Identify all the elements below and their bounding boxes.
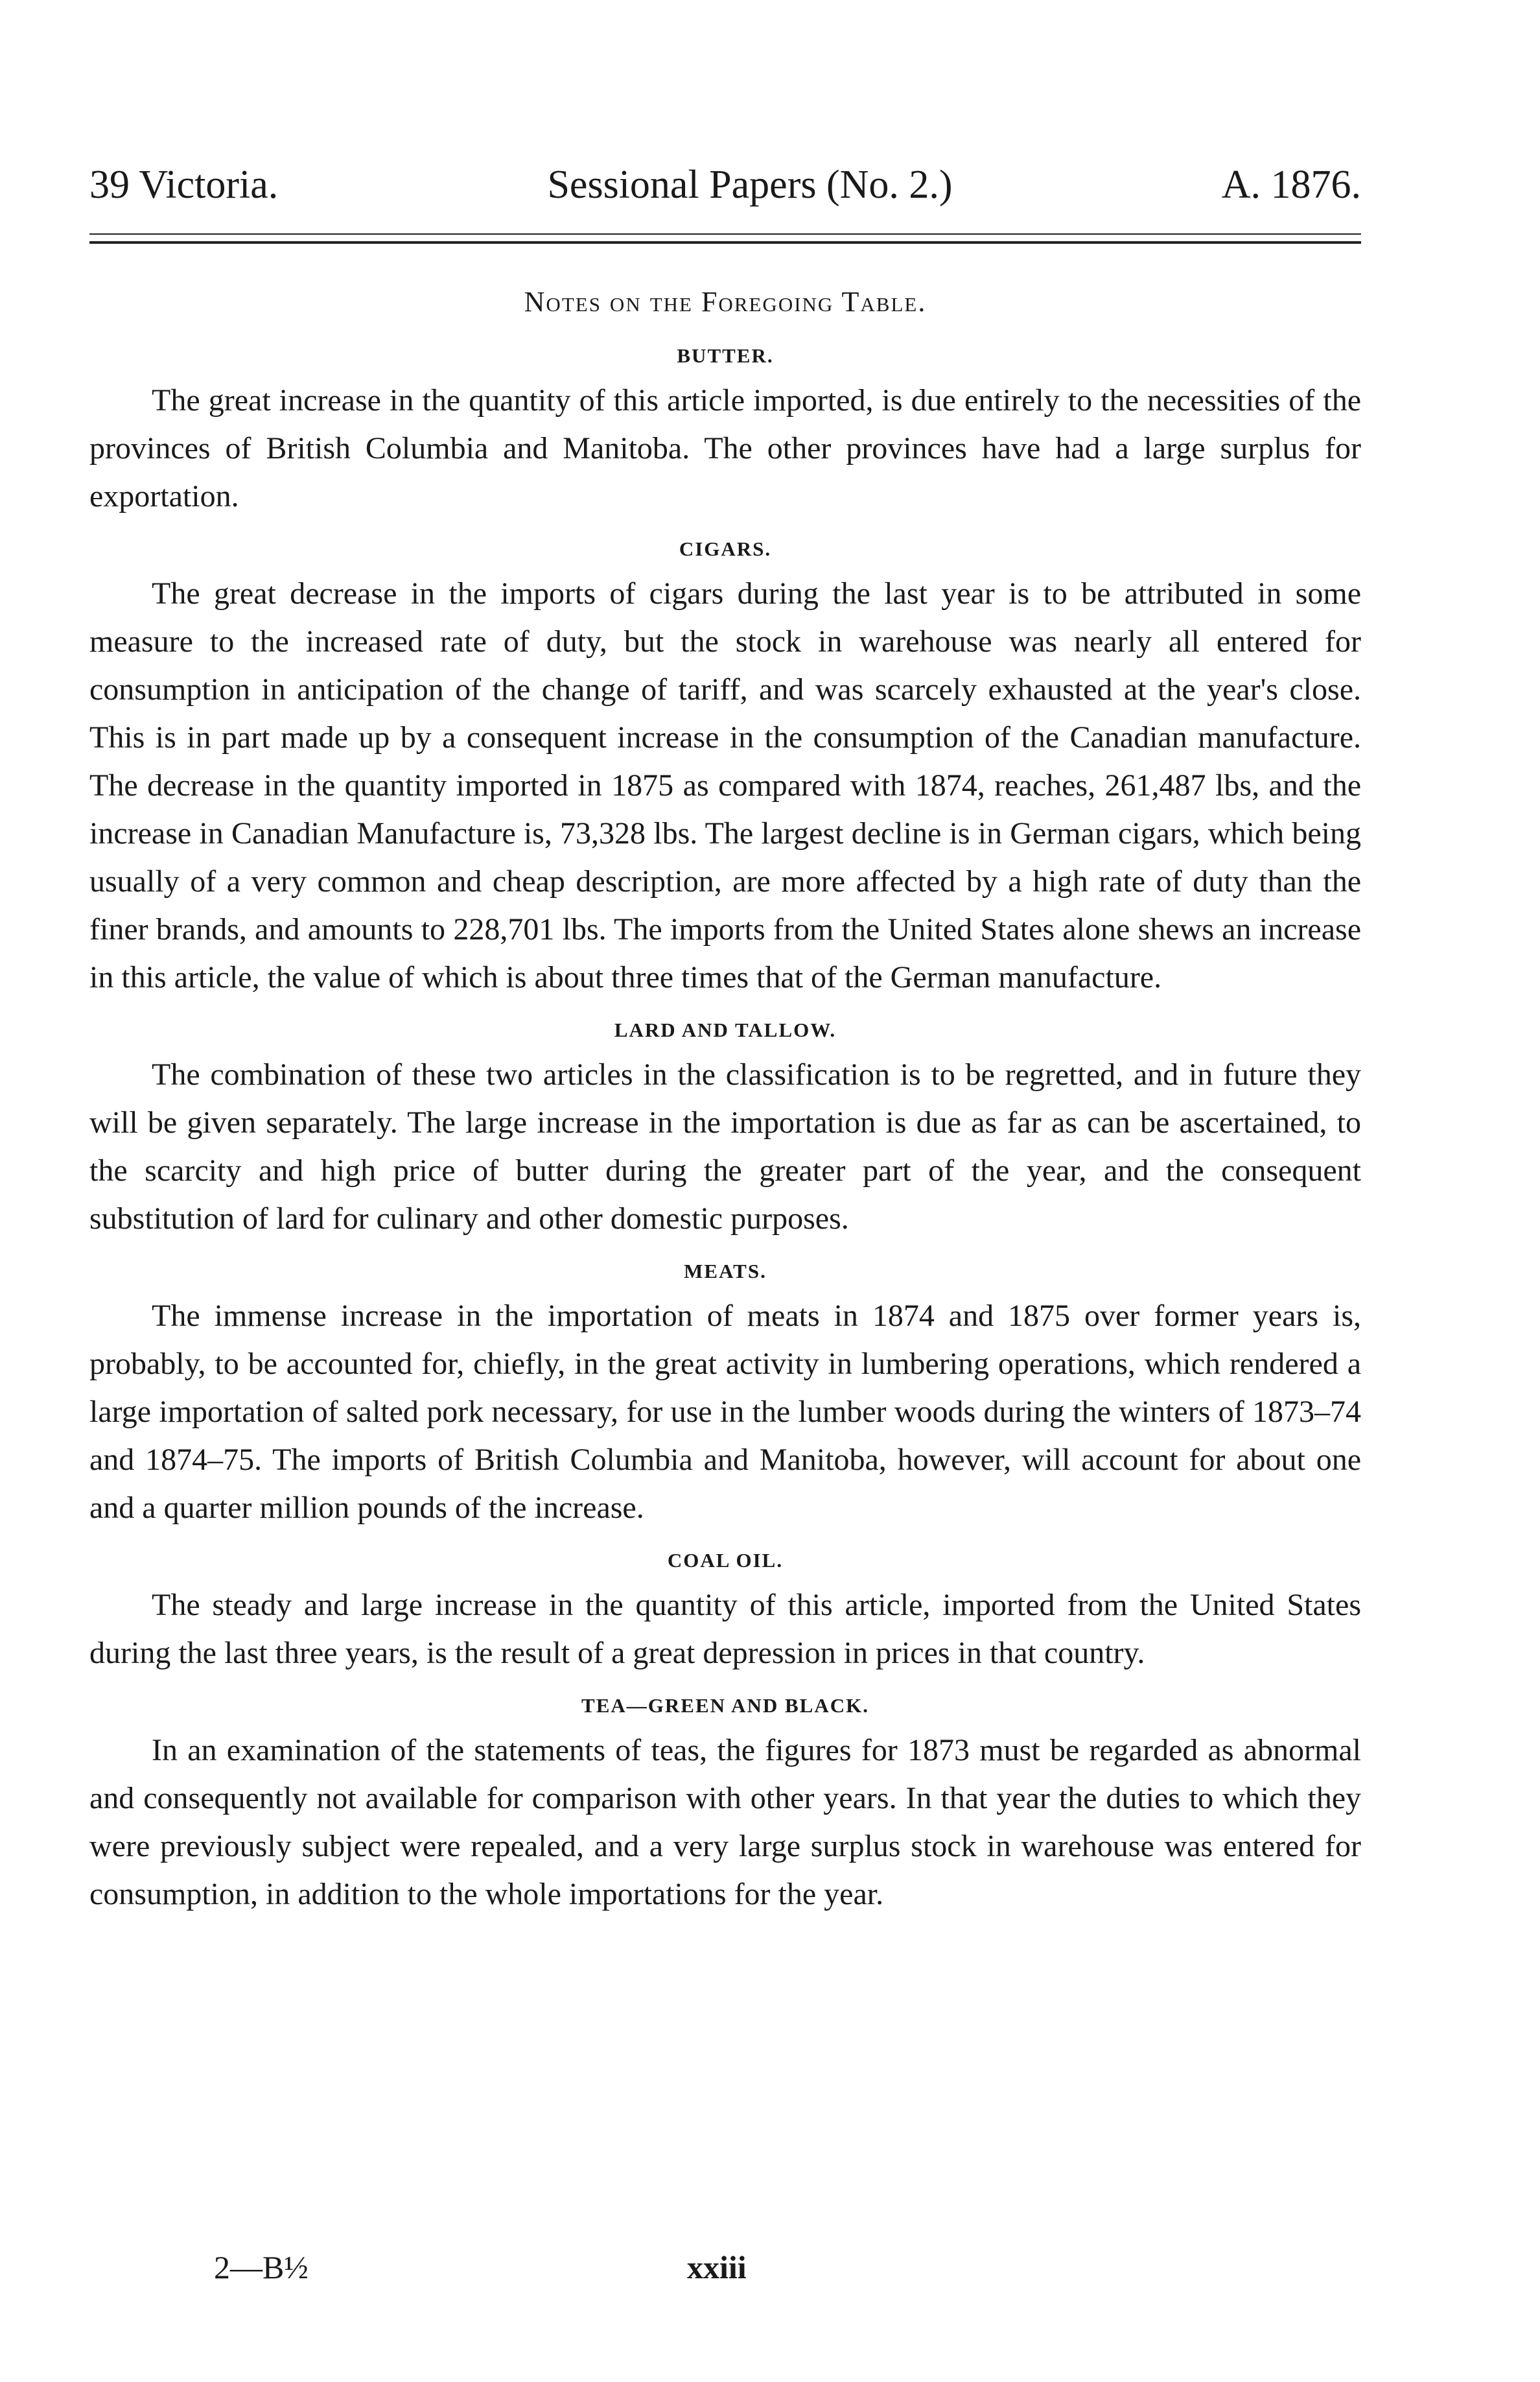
section-heading: LARD AND TALLOW. bbox=[614, 1019, 837, 1041]
section-paragraph: In an examination of the statements of teas, the figures for 1873 must be regarded as abnormal and consequently not available for comparison with other years. In that year the duties to which they were previously subject were repealed, and a very large surplus stock in warehouse was entered for consumption, in addition to the whole importations for the year. bbox=[89, 1733, 1361, 1911]
page-title: Notes on the Foregoing Table. bbox=[524, 286, 927, 318]
header-volume: 39 Victoria. bbox=[89, 163, 279, 207]
section-heading: COAL OIL. bbox=[667, 1549, 784, 1572]
section-heading: TEA—GREEN AND BLACK. bbox=[581, 1694, 869, 1717]
section-paragraph: The combination of these two articles in the classification is to be regretted, and in future they will be given separately. The large increase in the importation is due as far as can be ascertained, to the scarcity and high price of butter during the greater part of the year, and the consequent substitution of lard for culinary and other domestic purposes. bbox=[89, 1057, 1361, 1236]
header-title: Sessional Papers (No. 2.) bbox=[547, 163, 953, 207]
section-lard-and-tallow bbox=[89, 1019, 1361, 1243]
main-content bbox=[89, 285, 1361, 1918]
signature-mark: 2—B½ bbox=[214, 2249, 309, 2285]
page-number: xxiii bbox=[687, 2249, 747, 2285]
header-rule-thin bbox=[89, 233, 1361, 235]
section-heading: CIGARS. bbox=[679, 537, 772, 560]
section-meats bbox=[89, 1260, 1361, 1532]
section-tea bbox=[89, 1694, 1361, 1918]
section-heading: MEATS. bbox=[684, 1260, 767, 1282]
section-butter bbox=[89, 344, 1361, 521]
section-paragraph: The steady and large increase in the quantity of this article, imported from the United States during the last three years, is the result of a great depression in prices in that country. bbox=[89, 1588, 1361, 1670]
running-header bbox=[89, 162, 1361, 208]
section-coal-oil bbox=[89, 1549, 1361, 1677]
section-heading: BUTTER. bbox=[677, 344, 774, 367]
section-cigars bbox=[89, 537, 1361, 1002]
header-year: A. 1876. bbox=[1221, 163, 1361, 207]
header-rule-thick bbox=[89, 241, 1361, 244]
section-paragraph: The immense increase in the importation of meats in 1874 and 1875 over former years is, probably, to be accounted for, chiefly, in the great activity in lumbering operations, which rendered a large importation of salted pork necessary, for use in the lumber woods during the winters of 1873–74 and 1874–75. The imports of British Columbia and Manitoba, however, will account for about one and a quarter million pounds of the increase. bbox=[89, 1299, 1361, 1525]
section-paragraph: The great decrease in the imports of cigars during the last year is to be attributed in some measure to the increased rate of duty, but the stock in warehouse was nearly all entered for consumption in anticipation of the change of tariff, and was scarcely exhausted at the year's close. This is in part made up by a consequent increase in the consumption of the Canadian manufacture. The decrease in the quantity imported in 1875 as compared with 1874, reaches, 261,487 lbs, and the increase in Canadian Manufacture is, 73,328 lbs. The largest decline is in German cigars, which being usually of a very common and cheap description, are more affected by a high rate of duty than the finer brands, and amounts to 228,701 lbs. The imports from the United States alone shews an increase in this article, the value of which is about three times that of the German manufacture. bbox=[89, 576, 1361, 995]
section-paragraph: The great increase in the quantity of this article imported, is due entirely to the necessities of the provinces of British Columbia and Manitoba. The other provinces have had a large surplus for exportation. bbox=[89, 383, 1361, 513]
